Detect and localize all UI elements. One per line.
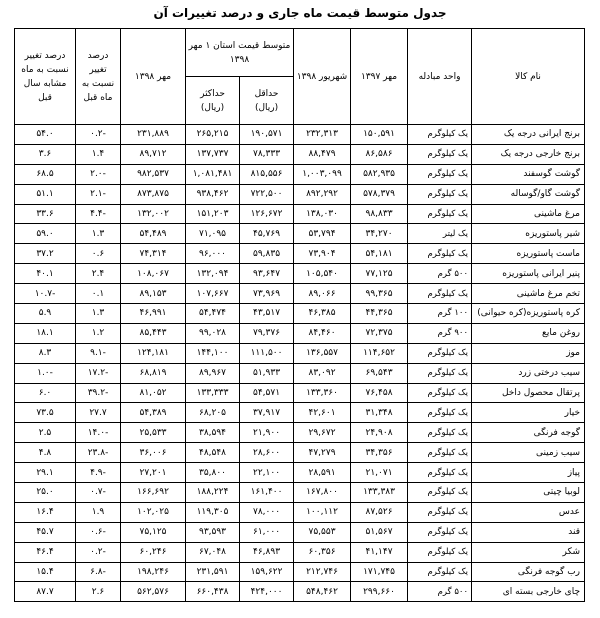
cell-change-year: ۴.۸ [15, 443, 76, 463]
header-min: حداقل (ریال) [240, 77, 294, 125]
header-name: نام کالا [472, 29, 585, 125]
cell-mehr98: ۲۷,۲۰۱ [121, 463, 186, 483]
cell-mehr97: ۴۴,۳۶۵ [351, 304, 408, 324]
cell-min: ۴۶,۸۹۳ [240, 542, 294, 562]
table-row [15, 264, 585, 284]
cell-min: ۱۲۶,۶۷۲ [240, 204, 294, 224]
cell-max: ۱۰۷,۶۶۷ [186, 284, 240, 304]
cell-max: ۳۵,۸۰۰ [186, 463, 240, 483]
cell-max: ۵۴,۴۷۴ [186, 304, 240, 324]
cell-max: ۶۶۰,۴۳۸ [186, 582, 240, 602]
table-row [15, 483, 585, 503]
cell-min: ۷۲۲,۵۰۰ [240, 184, 294, 204]
cell-change-year: ۲۹.۱ [15, 463, 76, 483]
cell-change-year: ۵۴.۰ [15, 125, 76, 145]
cell-shahrivar98: ۱۳۶,۵۵۷ [294, 343, 351, 363]
cell-change-year: ۶.۰ [15, 383, 76, 403]
cell-change-prev: ۱.۹ [76, 502, 121, 522]
cell-name: گوشت گاو/گوساله [472, 184, 585, 204]
cell-mehr97: ۹۹,۳۶۵ [351, 284, 408, 304]
cell-name: مرغ ماشینی [472, 204, 585, 224]
cell-mehr97: ۱۷۱,۷۴۵ [351, 562, 408, 582]
cell-unit: یک کیلوگرم [408, 383, 472, 403]
cell-mehr97: ۷۶,۴۵۸ [351, 383, 408, 403]
cell-change-year: ۸۷.۷ [15, 582, 76, 602]
cell-name: موز [472, 343, 585, 363]
cell-min: ۵۴,۵۷۱ [240, 383, 294, 403]
table-row [15, 502, 585, 522]
cell-shahrivar98: ۸۳,۰۹۲ [294, 363, 351, 383]
cell-mehr98: ۱۳۲,۰۰۲ [121, 204, 186, 224]
cell-min: ۶۱,۰۰۰ [240, 522, 294, 542]
cell-mehr97: ۱۱۴,۶۵۲ [351, 343, 408, 363]
cell-max: ۱۴۴,۱۰۰ [186, 343, 240, 363]
cell-change-year: ۲۵.۰ [15, 483, 76, 503]
cell-change-prev: ۲.۶ [76, 582, 121, 602]
table-row [15, 125, 585, 145]
header-mehr97: مهر ۱۳۹۷ [351, 29, 408, 125]
cell-max: ۶۷,۰۴۸ [186, 542, 240, 562]
cell-mehr98: ۷۴,۳۱۴ [121, 244, 186, 264]
cell-shahrivar98: ۲۹,۶۷۲ [294, 423, 351, 443]
cell-mehr98: ۵۴,۳۸۹ [121, 403, 186, 423]
cell-change-year: ۴۰.۱ [15, 264, 76, 284]
cell-min: ۴۵,۷۶۹ [240, 224, 294, 244]
cell-max: ۱۵۱,۲۰۳ [186, 204, 240, 224]
header-max: حداکثر (ریال) [186, 77, 240, 125]
cell-max: ۳۸,۵۹۴ [186, 423, 240, 443]
cell-mehr97: ۳۴,۳۵۶ [351, 443, 408, 463]
cell-change-year: ۷۳.۵ [15, 403, 76, 423]
cell-mehr97: ۸۶,۵۸۶ [351, 144, 408, 164]
cell-shahrivar98: ۵۴۸,۴۶۲ [294, 582, 351, 602]
cell-mehr97: ۳۴,۲۷۰ [351, 224, 408, 244]
cell-mehr97: ۳۱,۳۴۸ [351, 403, 408, 423]
cell-min: ۱۵۹,۶۲۲ [240, 562, 294, 582]
cell-unit: ۹۰۰ گرم [408, 323, 472, 343]
cell-shahrivar98: ۱,۰۰۳,۰۹۹ [294, 164, 351, 184]
cell-name: شکر [472, 542, 585, 562]
cell-unit: یک کیلوگرم [408, 463, 472, 483]
cell-change-prev: -۰.۲ [76, 125, 121, 145]
cell-mehr98: ۲۵,۵۳۳ [121, 423, 186, 443]
cell-min: ۷۸,۰۰۰ [240, 502, 294, 522]
cell-change-year: ۳۳.۶ [15, 204, 76, 224]
cell-change-prev: ۱.۳ [76, 304, 121, 324]
cell-mehr97: ۵۷۸,۳۷۹ [351, 184, 408, 204]
cell-shahrivar98: ۲۸,۵۹۱ [294, 463, 351, 483]
table-row [15, 463, 585, 483]
cell-mehr98: ۸۷۳,۸۷۵ [121, 184, 186, 204]
cell-name: لوبیا چیتی [472, 483, 585, 503]
cell-max: ۱۱۹,۳۰۵ [186, 502, 240, 522]
cell-change-prev: ۰.۶ [76, 244, 121, 264]
cell-change-prev: -۱۷.۲ [76, 363, 121, 383]
cell-min: ۷۳,۹۶۹ [240, 284, 294, 304]
cell-shahrivar98: ۸۹,۰۶۶ [294, 284, 351, 304]
cell-change-year: ۸.۳ [15, 343, 76, 363]
cell-name: گوجه فرنگی [472, 423, 585, 443]
cell-unit: یک کیلوگرم [408, 423, 472, 443]
header-change-year: درصد تغییر نسبت به ماه مشابه سال قبل [15, 29, 76, 125]
cell-unit: یک کیلوگرم [408, 403, 472, 423]
cell-mehr98: ۸۱,۰۵۲ [121, 383, 186, 403]
cell-min: ۷۸,۳۳۳ [240, 144, 294, 164]
cell-change-year: ۳۷.۲ [15, 244, 76, 264]
cell-change-prev: ۱.۴ [76, 144, 121, 164]
cell-shahrivar98: ۷۳,۹۰۴ [294, 244, 351, 264]
cell-shahrivar98: ۲۱۲,۷۴۶ [294, 562, 351, 582]
cell-shahrivar98: ۴۷,۲۷۹ [294, 443, 351, 463]
cell-change-year: ۵.۹ [15, 304, 76, 324]
cell-max: ۱,۰۸۱,۴۸۱ [186, 164, 240, 184]
cell-change-year: ۵۹.۰ [15, 224, 76, 244]
cell-mehr98: ۱۰۸,۰۶۷ [121, 264, 186, 284]
cell-change-prev: -۶.۸ [76, 562, 121, 582]
cell-max: ۹۶,۰۰۰ [186, 244, 240, 264]
cell-name: قند [472, 522, 585, 542]
cell-unit: ۵۰۰ گرم [408, 582, 472, 602]
table-row [15, 443, 585, 463]
cell-max: ۱۳۷,۷۳۷ [186, 144, 240, 164]
table-row [15, 542, 585, 562]
cell-name: پیاز [472, 463, 585, 483]
table-row [15, 522, 585, 542]
table-row [15, 204, 585, 224]
cell-name: چای خارجی بسته ای [472, 582, 585, 602]
cell-mehr98: ۱۰۲,۰۲۵ [121, 502, 186, 522]
cell-mehr97: ۵۸۲,۹۳۵ [351, 164, 408, 184]
cell-change-prev: ۱.۳ [76, 224, 121, 244]
cell-mehr98: ۳۶,۰۰۶ [121, 443, 186, 463]
cell-change-prev: ۰.۱ [76, 284, 121, 304]
cell-max: ۷۱,۰۹۵ [186, 224, 240, 244]
cell-change-prev: -۰.۷ [76, 483, 121, 503]
cell-name: ماست پاستوریزه [472, 244, 585, 264]
table-row [15, 164, 585, 184]
cell-mehr97: ۷۷,۱۲۵ [351, 264, 408, 284]
cell-change-prev: -۴.۹ [76, 463, 121, 483]
cell-mehr97: ۹۸,۸۳۳ [351, 204, 408, 224]
cell-name: خیار [472, 403, 585, 423]
cell-mehr98: ۵۶۲,۵۷۶ [121, 582, 186, 602]
page-title: جدول متوسط قیمت ماه جاری و درصد تغییرات آن [153, 6, 447, 20]
cell-min: ۲۱,۹۰۰ [240, 423, 294, 443]
cell-mehr97: ۲۴,۹۰۸ [351, 423, 408, 443]
cell-change-prev: ۱.۲ [76, 323, 121, 343]
cell-mehr98: ۸۹,۷۱۲ [121, 144, 186, 164]
cell-max: ۹۳,۵۹۳ [186, 522, 240, 542]
cell-mehr98: ۲۳۱,۸۸۹ [121, 125, 186, 145]
cell-mehr98: ۹۸۲,۵۳۷ [121, 164, 186, 184]
cell-unit: یک کیلوگرم [408, 144, 472, 164]
cell-change-year: ۱۸.۱ [15, 323, 76, 343]
header-province-group: متوسط قیمت استان ۱ مهر ۱۳۹۸ [186, 29, 294, 77]
cell-change-year: -۱.۰ [15, 363, 76, 383]
cell-unit: یک کیلوگرم [408, 284, 472, 304]
cell-mehr98: ۶۰,۲۴۶ [121, 542, 186, 562]
cell-max: ۱۸۸,۲۲۴ [186, 483, 240, 503]
cell-mehr97: ۸۷,۵۲۶ [351, 502, 408, 522]
cell-max: ۹۳۸,۴۶۲ [186, 184, 240, 204]
cell-unit: یک کیلوگرم [408, 125, 472, 145]
table-row [15, 304, 585, 324]
cell-name: شیر پاستوریزه [472, 224, 585, 244]
cell-shahrivar98: ۱۰۰,۱۱۲ [294, 502, 351, 522]
cell-change-year: ۶۸.۵ [15, 164, 76, 184]
table-row [15, 144, 585, 164]
cell-mehr97: ۱۳۳,۳۸۳ [351, 483, 408, 503]
cell-name: رب گوجه فرنگی [472, 562, 585, 582]
cell-unit: یک کیلوگرم [408, 204, 472, 224]
cell-change-prev: -۰.۶ [76, 522, 121, 542]
table-row [15, 423, 585, 443]
cell-mehr98: ۴۶,۹۹۱ [121, 304, 186, 324]
cell-change-prev: -۱۴.۰ [76, 423, 121, 443]
cell-shahrivar98: ۱۳۸,۰۳۰ [294, 204, 351, 224]
cell-change-prev: -۲.۰ [76, 164, 121, 184]
cell-change-prev: -۳۹.۲ [76, 383, 121, 403]
cell-unit: یک کیلوگرم [408, 502, 472, 522]
cell-name: برنج خارجی درجه یک [472, 144, 585, 164]
cell-mehr97: ۱۵۰,۵۹۱ [351, 125, 408, 145]
cell-shahrivar98: ۱۳۳,۳۶۰ [294, 383, 351, 403]
cell-max: ۱۳۲,۰۹۴ [186, 264, 240, 284]
cell-min: ۳۷,۹۱۷ [240, 403, 294, 423]
cell-change-prev: -۹.۱ [76, 343, 121, 363]
cell-min: ۴۳,۵۱۷ [240, 304, 294, 324]
cell-mehr98: ۸۵,۴۴۳ [121, 323, 186, 343]
cell-change-year: -۱۰.۷ [15, 284, 76, 304]
header-shahrivar98: شهریور ۱۳۹۸ [294, 29, 351, 125]
cell-mehr97: ۶۹,۵۴۳ [351, 363, 408, 383]
cell-mehr98: ۸۹,۱۵۳ [121, 284, 186, 304]
cell-shahrivar98: ۷۵,۵۵۳ [294, 522, 351, 542]
cell-name: پنیر ایرانی پاستوریزه [472, 264, 585, 284]
cell-max: ۶۸,۲۰۵ [186, 403, 240, 423]
cell-shahrivar98: ۶۰,۳۵۶ [294, 542, 351, 562]
cell-shahrivar98: ۸۴,۴۶۰ [294, 323, 351, 343]
cell-change-prev: -۰.۲ [76, 542, 121, 562]
cell-mehr97: ۴۱,۱۴۷ [351, 542, 408, 562]
cell-mehr98: ۷۵,۱۲۵ [121, 522, 186, 542]
cell-mehr98: ۵۴,۴۸۹ [121, 224, 186, 244]
cell-name: سیب زمینی [472, 443, 585, 463]
table-row [15, 383, 585, 403]
cell-name: گوشت گوسفند [472, 164, 585, 184]
cell-min: ۷۹,۳۷۶ [240, 323, 294, 343]
cell-min: ۴۲۴,۰۰۰ [240, 582, 294, 602]
cell-min: ۱۹۰,۵۷۱ [240, 125, 294, 145]
cell-unit: یک کیلوگرم [408, 343, 472, 363]
cell-change-year: ۱۶.۴ [15, 502, 76, 522]
cell-mehr97: ۵۴,۱۸۱ [351, 244, 408, 264]
cell-mehr97: ۲۹۹,۶۶۰ [351, 582, 408, 602]
cell-change-prev: -۲.۱ [76, 184, 121, 204]
cell-unit: یک کیلوگرم [408, 363, 472, 383]
cell-change-prev: ۲۷.۷ [76, 403, 121, 423]
cell-change-year: ۴۵.۷ [15, 522, 76, 542]
cell-unit: یک کیلوگرم [408, 483, 472, 503]
table-row [15, 184, 585, 204]
cell-min: ۲۸,۶۰۰ [240, 443, 294, 463]
cell-change-year: ۵۱.۱ [15, 184, 76, 204]
cell-unit: یک کیلوگرم [408, 522, 472, 542]
cell-name: روغن مایع [472, 323, 585, 343]
cell-name: برنج ایرانی درجه یک [472, 125, 585, 145]
cell-mehr98: ۱۲۴,۱۸۱ [121, 343, 186, 363]
cell-unit: یک کیلوگرم [408, 184, 472, 204]
cell-unit: یک کیلوگرم [408, 562, 472, 582]
table-row [15, 582, 585, 602]
cell-unit: یک کیلوگرم [408, 443, 472, 463]
cell-unit: یک کیلوگرم [408, 164, 472, 184]
table-row [15, 323, 585, 343]
cell-max: ۲۶۵,۲۱۵ [186, 125, 240, 145]
cell-shahrivar98: ۸۹۲,۲۹۲ [294, 184, 351, 204]
cell-shahrivar98: ۴۶,۳۸۵ [294, 304, 351, 324]
cell-shahrivar98: ۵۳,۷۹۴ [294, 224, 351, 244]
cell-shahrivar98: ۱۰۵,۵۴۰ [294, 264, 351, 284]
cell-change-year: ۴۶.۴ [15, 542, 76, 562]
cell-min: ۲۲,۱۰۰ [240, 463, 294, 483]
table-row [15, 403, 585, 423]
header-mehr98: مهر ۱۳۹۸ [121, 29, 186, 125]
table-body [15, 125, 585, 602]
cell-min: ۱۱۱,۵۰۰ [240, 343, 294, 363]
header-change-prev: درصد تغییر نسبت به ماه قبل [76, 29, 121, 125]
cell-min: ۹۳,۶۴۷ [240, 264, 294, 284]
cell-min: ۵۹,۸۳۵ [240, 244, 294, 264]
cell-min: ۵۱,۹۳۳ [240, 363, 294, 383]
cell-unit: یک کیلوگرم [408, 244, 472, 264]
table-row [15, 244, 585, 264]
cell-mehr97: ۷۲,۳۷۵ [351, 323, 408, 343]
table-row [15, 562, 585, 582]
cell-max: ۴۸,۵۴۸ [186, 443, 240, 463]
cell-mehr98: ۶۸,۸۱۹ [121, 363, 186, 383]
cell-mehr98: ۱۶۶,۶۹۲ [121, 483, 186, 503]
cell-shahrivar98: ۱۶۷,۸۰۰ [294, 483, 351, 503]
cell-shahrivar98: ۸۸,۴۷۹ [294, 144, 351, 164]
table-row [15, 224, 585, 244]
cell-shahrivar98: ۲۳۲,۳۱۳ [294, 125, 351, 145]
cell-change-prev: -۴.۴ [76, 204, 121, 224]
cell-change-year: ۱۵.۴ [15, 562, 76, 582]
cell-unit: یک کیلوگرم [408, 542, 472, 562]
cell-change-year: ۲.۵ [15, 423, 76, 443]
table-row [15, 284, 585, 304]
cell-max: ۱۳۳,۳۳۳ [186, 383, 240, 403]
cell-unit: یک لیتر [408, 224, 472, 244]
cell-change-prev: ۲.۴ [76, 264, 121, 284]
cell-change-year: ۳.۶ [15, 144, 76, 164]
cell-unit: ۱۰۰ گرم [408, 304, 472, 324]
cell-mehr98: ۱۹۸,۲۴۶ [121, 562, 186, 582]
cell-unit: ۵۰۰ گرم [408, 264, 472, 284]
cell-name: کره پاستوریزه(کره حیوانی) [472, 304, 585, 324]
cell-shahrivar98: ۴۲,۶۰۱ [294, 403, 351, 423]
cell-name: عدس [472, 502, 585, 522]
table-row [15, 363, 585, 383]
price-table [14, 28, 585, 602]
cell-change-prev: -۲۳.۸ [76, 443, 121, 463]
cell-max: ۲۳۱,۵۹۱ [186, 562, 240, 582]
cell-name: سیب درختی زرد [472, 363, 585, 383]
cell-mehr97: ۵۱,۵۶۷ [351, 522, 408, 542]
header-unit: واحد مبادله [408, 29, 472, 125]
cell-min: ۱۶۱,۴۰۰ [240, 483, 294, 503]
cell-min: ۸۱۵,۵۵۶ [240, 164, 294, 184]
cell-name: تخم مرغ ماشینی [472, 284, 585, 304]
cell-max: ۸۹,۹۶۷ [186, 363, 240, 383]
cell-name: پرتقال محصول داخل [472, 383, 585, 403]
table-row [15, 343, 585, 363]
cell-mehr97: ۲۱,۰۷۱ [351, 463, 408, 483]
cell-max: ۹۹,۰۲۸ [186, 323, 240, 343]
